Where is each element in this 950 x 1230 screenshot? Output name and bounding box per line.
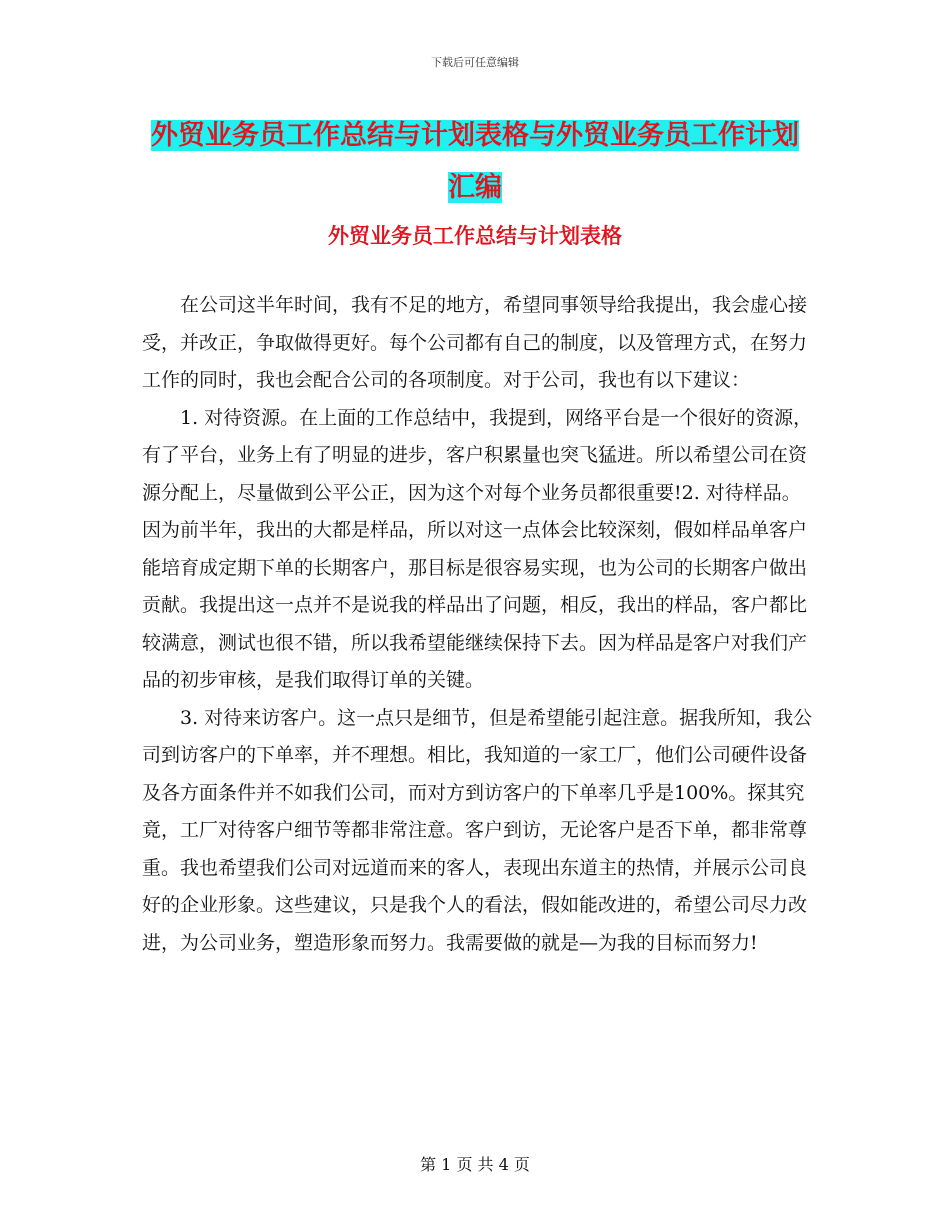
paragraph: 3. 对待来访客户。这一点只是细节，但是希望能引起注意。据我所知，我公司到访客户的下单率，并不理想。相比，我知道的一家工厂，他们公司硬件设备及各方面条件并不如我们公司，而对方到访客户的下单率几乎是100%。探其究竟，工厂对待客户细节等都非常注意。客户到访，无论客户是否下单，都非常尊重。我也希望我们公司对远道而来的客人，表现出东道主的热情，并展示公司良好的企业形象。这些建议，只是我个人的看法，假如能改进的，希望公司尽力改进，为公司业务，塑造形象而努力。我需要做的就是—为我的目标而努力! [142, 706, 813, 954]
document-title-text: 外贸业务员工作总结与计划表格与外贸业务员工作计划汇编 [151, 120, 799, 203]
paragraph: 在公司这半年时间，我有不足的地方，希望同事领导给我提出，我会虚心接受，并改正，争取做得更好。每个公司都有自己的制度，以及管理方式，在努力工作的同时，我也会配合公司的各项制度。对于公司，我也有以下建议： [142, 294, 808, 391]
document-title [150, 110, 800, 214]
section-title: 外贸业务员工作总结与计划表格 [328, 224, 622, 248]
paragraph: 1. 对待资源。在上面的工作总结中，我提到，网络平台是一个很好的资源，有了平台，业务上有了明显的进步，客户积累量也突飞猛进。所以希望公司在资源分配上，尽量做到公平公正，因为这个对每个业务员都很重要!2. 对待样品。因为前半年，我出的大都是样品，所以对这一点体会比较深刻，假如样品单客户能培育成定期下单的长期客户，那目标是很容易实现，也为公司的长期客户做出贡献。我提出这一点并不是说我的样品出了问题，相反，我出的样品，客户都比较满意，测试也很不错，所以我希望能继续保持下去。因为样品是客户对我们产品的初步审核，是我们取得订单的关键。 [142, 406, 813, 691]
page-header-note: 下载后可任意编辑 [431, 56, 519, 69]
page-footer: 第 1 页 共 4 页 [420, 1155, 530, 1174]
body-text [142, 287, 814, 962]
